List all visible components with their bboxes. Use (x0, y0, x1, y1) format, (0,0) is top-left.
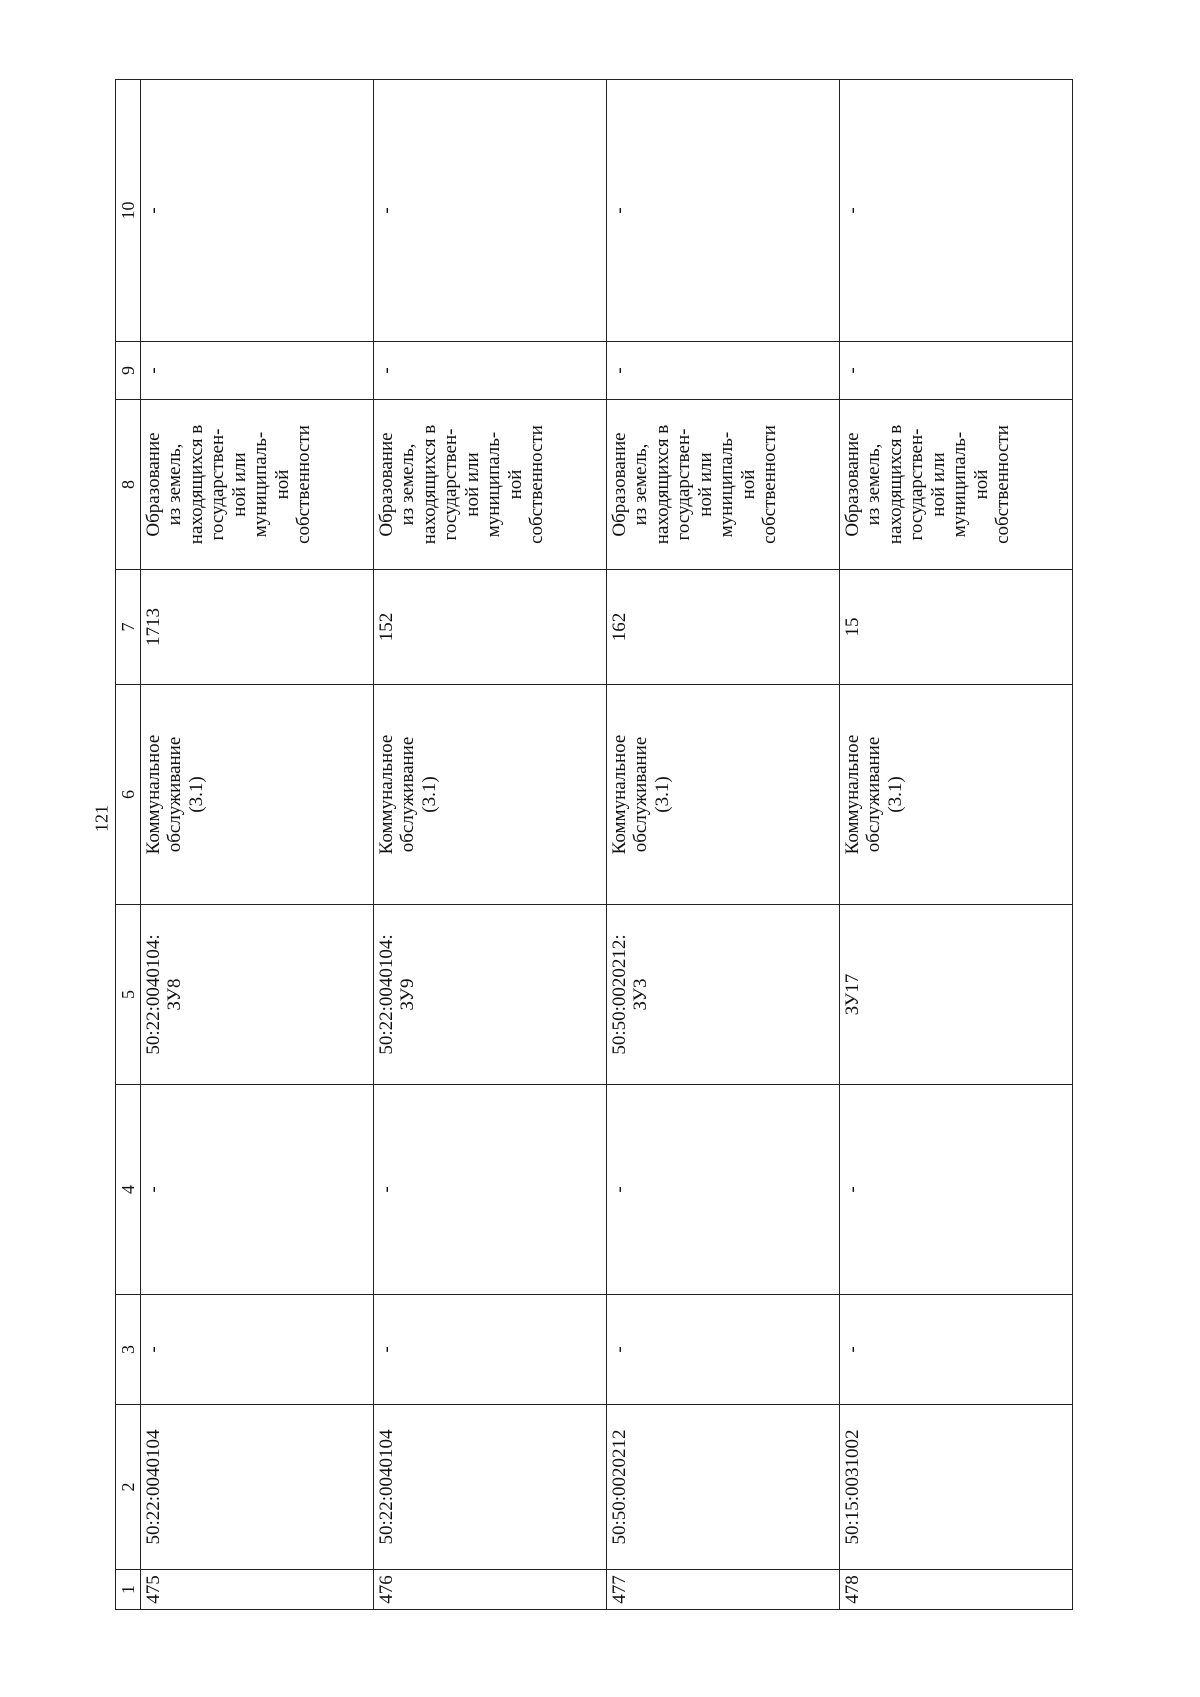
cell-col3: - (374, 1295, 607, 1405)
land-plots-table (115, 79, 1073, 1610)
plot-designation: 50:22:0040104: ЗУ8 (141, 905, 374, 1085)
formation-method: Образование из земель, находящихся в государствен- ной или муниципаль- ной собственности (141, 400, 374, 570)
quarter-number: 50:50:0020212 (607, 1405, 840, 1570)
column-header: 1 (116, 1570, 141, 1610)
table-row (840, 80, 1073, 1610)
permitted-use: Коммунальное обслуживание (3.1) (141, 685, 374, 905)
cell-col10: - (607, 80, 840, 342)
column-header: 4 (116, 1085, 141, 1295)
row-number: 476 (374, 1570, 607, 1610)
table-row (374, 80, 607, 1610)
header-row (116, 80, 141, 1610)
cell-col9: - (607, 342, 840, 400)
cell-col10: - (141, 80, 374, 342)
cell-col10: - (840, 80, 1073, 342)
plot-designation: 50:50:0020212: ЗУ3 (607, 905, 840, 1085)
cell-col9: - (840, 342, 1073, 400)
cell-col3: - (840, 1295, 1073, 1405)
cell-col9: - (141, 342, 374, 400)
row-number: 477 (607, 1570, 840, 1610)
row-number: 478 (840, 1570, 1073, 1610)
column-header: 9 (116, 342, 141, 400)
formation-method: Образование из земель, находящихся в государствен- ной или муниципаль- ной собственности (840, 400, 1073, 570)
cell-col4: - (607, 1085, 840, 1295)
row-number: 475 (141, 1570, 374, 1610)
column-header: 6 (116, 685, 141, 905)
page-number: 121 (91, 805, 112, 832)
quarter-number: 50:22:0040104 (374, 1405, 607, 1570)
plot-area: 162 (607, 570, 840, 685)
quarter-number: 50:22:0040104 (141, 1405, 374, 1570)
table-row (141, 80, 374, 1610)
document-sheet (115, 80, 1073, 1610)
permitted-use: Коммунальное обслуживание (3.1) (840, 685, 1073, 905)
cell-col4: - (374, 1085, 607, 1295)
formation-method: Образование из земель, находящихся в государствен- ной или муниципаль- ной собственности (374, 400, 607, 570)
table-row (607, 80, 840, 1610)
permitted-use: Коммунальное обслуживание (3.1) (374, 685, 607, 905)
column-header: 5 (116, 905, 141, 1085)
column-header: 2 (116, 1405, 141, 1570)
formation-method: Образование из земель, находящихся в государствен- ной или муниципаль- ной собственности (607, 400, 840, 570)
plot-area: 15 (840, 570, 1073, 685)
plot-designation: ЗУ17 (840, 905, 1073, 1085)
cell-col10: - (374, 80, 607, 342)
plot-area: 1713 (141, 570, 374, 685)
plot-area: 152 (374, 570, 607, 685)
column-header: 3 (116, 1295, 141, 1405)
cell-col4: - (141, 1085, 374, 1295)
column-header: 8 (116, 400, 141, 570)
quarter-number: 50:15:0031002 (840, 1405, 1073, 1570)
cell-col3: - (607, 1295, 840, 1405)
cell-col9: - (374, 342, 607, 400)
plot-designation: 50:22:0040104: ЗУ9 (374, 905, 607, 1085)
column-header: 10 (116, 80, 141, 342)
column-header: 7 (116, 570, 141, 685)
permitted-use: Коммунальное обслуживание (3.1) (607, 685, 840, 905)
cell-col4: - (840, 1085, 1073, 1295)
cell-col3: - (141, 1295, 374, 1405)
